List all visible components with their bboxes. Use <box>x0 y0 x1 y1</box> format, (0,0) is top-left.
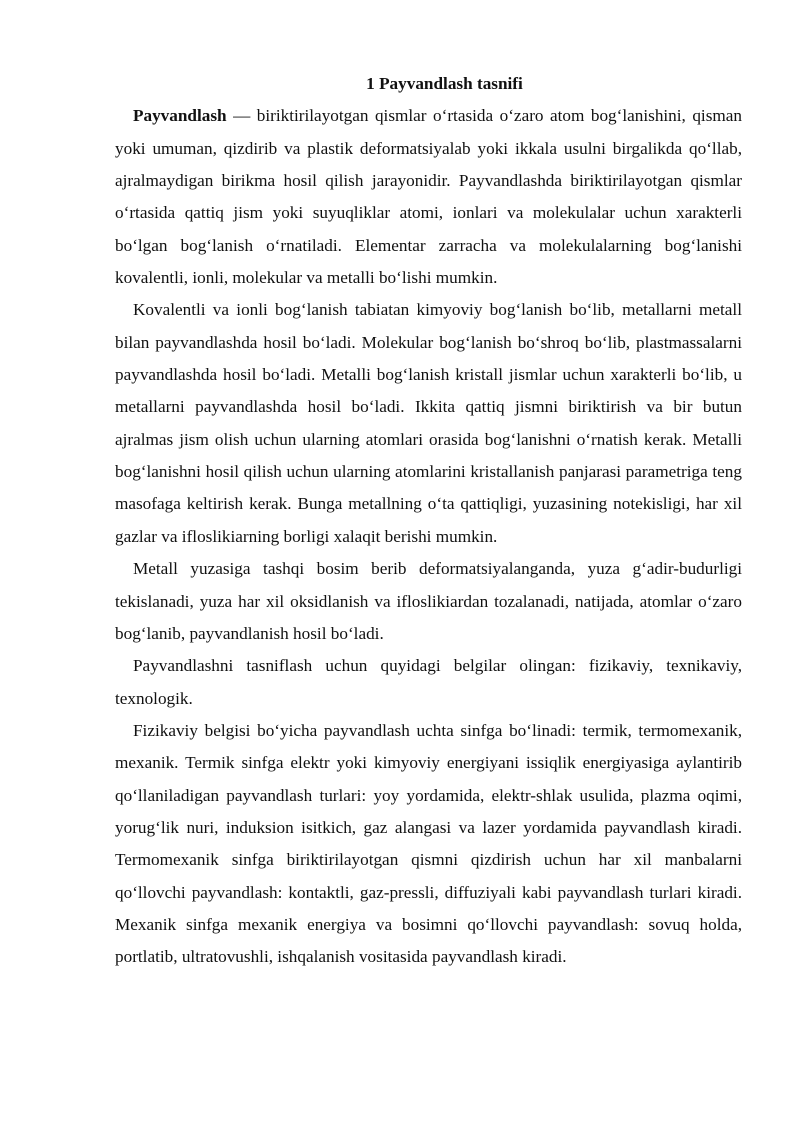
paragraph-definition <box>115 100 742 294</box>
paragraph-bond-types: Kovalentli va ionli bog‘lanish tabiatan kimyoviy bog‘lanish bo‘lib, metallarni metall bilan payvandlashda hosil bo‘ladi. Molekular bog‘lanish bo‘shroq bo‘lib, plastmassalarni payvandlashda hosil bo‘ladi. Metalli bog‘lanish kristall jismlar uchun xarakterli bo‘lib, u metallarni payvandlashda hosil bo‘ladi. Ikkita qattiq jismni biriktirish va bir butun ajralmas jism olish uchun ularning atomlari orasida bog‘lanishni o‘rnatish kerak. Metalli bog‘lanishni hosil qilish uchun ularning atomlarini kristallanish panjarasi parametriga teng masofaga keltirish kerak. Bunga metallning o‘ta qattiqligi, yuzasining notekisligi, har xil gazlar va ifloslikiarning borligi xalaqit berishi mumkin. <box>115 300 742 546</box>
section-title: 1 Payvandlash tasnifi <box>366 74 523 93</box>
defined-term: Payvandlash <box>133 106 227 126</box>
paragraph-surface-deformation: Metall yuzasiga tashqi bosim berib deformatsiyalanganda, yuza g‘adir-budurligi tekislanadi, yuza har xil oksidlanish va ifloslikiardan tozalanadi, natijada, atomlar o‘zaro bog‘lanib, payvandlanish hosil bo‘ladi. <box>115 559 742 643</box>
paragraph-physical-classes: Fizikaviy belgisi bo‘yicha payvandlash uchta sinfga bo‘linadi: termik, termomexanik, mexanik. Termik sinfga elektr yoki kimyoviy energiyani issiqlik energiyasiga aylantirib qo‘llaniladigan payvandlash turlari: yoy yordamida, elektr-shlak usulida, plazma oqimi, yorug‘lik nuri, induksion isitkich, gaz alangasi va lazer yordamida payvandlash kiradi. Termomexanik sinfga biriktirilayotgan qismni qizdirish uchun har xil manbalarni qo‘llovchi payvandlash: kontaktli, gaz-pressli, diffuziyali kabi payvandlash turlari kiradi. Mexanik sinfga mexanik energiya va bosimni qo‘llovchi payvandlash: sovuq holda, portlatib, ultratovushli, ishqalanish vositasida payvandlash kiradi. <box>115 720 742 967</box>
document-page <box>115 68 742 974</box>
paragraph-classification-criteria: Payvandlashni tasniflash uchun quyidagi belgilar olingan: fizikaviy, texnikaviy, texnologik. <box>115 656 742 708</box>
definition-text: — biriktirilayotgan qismlar o‘rtasida o‘zaro atom bog‘lanishini, qisman yoki umuman, qizdirib va plastik deformatsiyalab yoki ikkala usulni birgalikda qo‘llab, ajralmaydigan birikma hosil qilish jarayonidir. Payvandlashda biriktirilayotgan qismlar o‘rtasida qattiq jism yoki suyuqliklar atomi, ionlari va molekulalar uchun xarakterli bo‘lgan bog‘lanish o‘rnatiladi. Elementar zarracha va molekulalarning bog‘lanishi kovalentli, ionli, molekular va metalli bo‘lishi mumkin. <box>115 106 742 288</box>
